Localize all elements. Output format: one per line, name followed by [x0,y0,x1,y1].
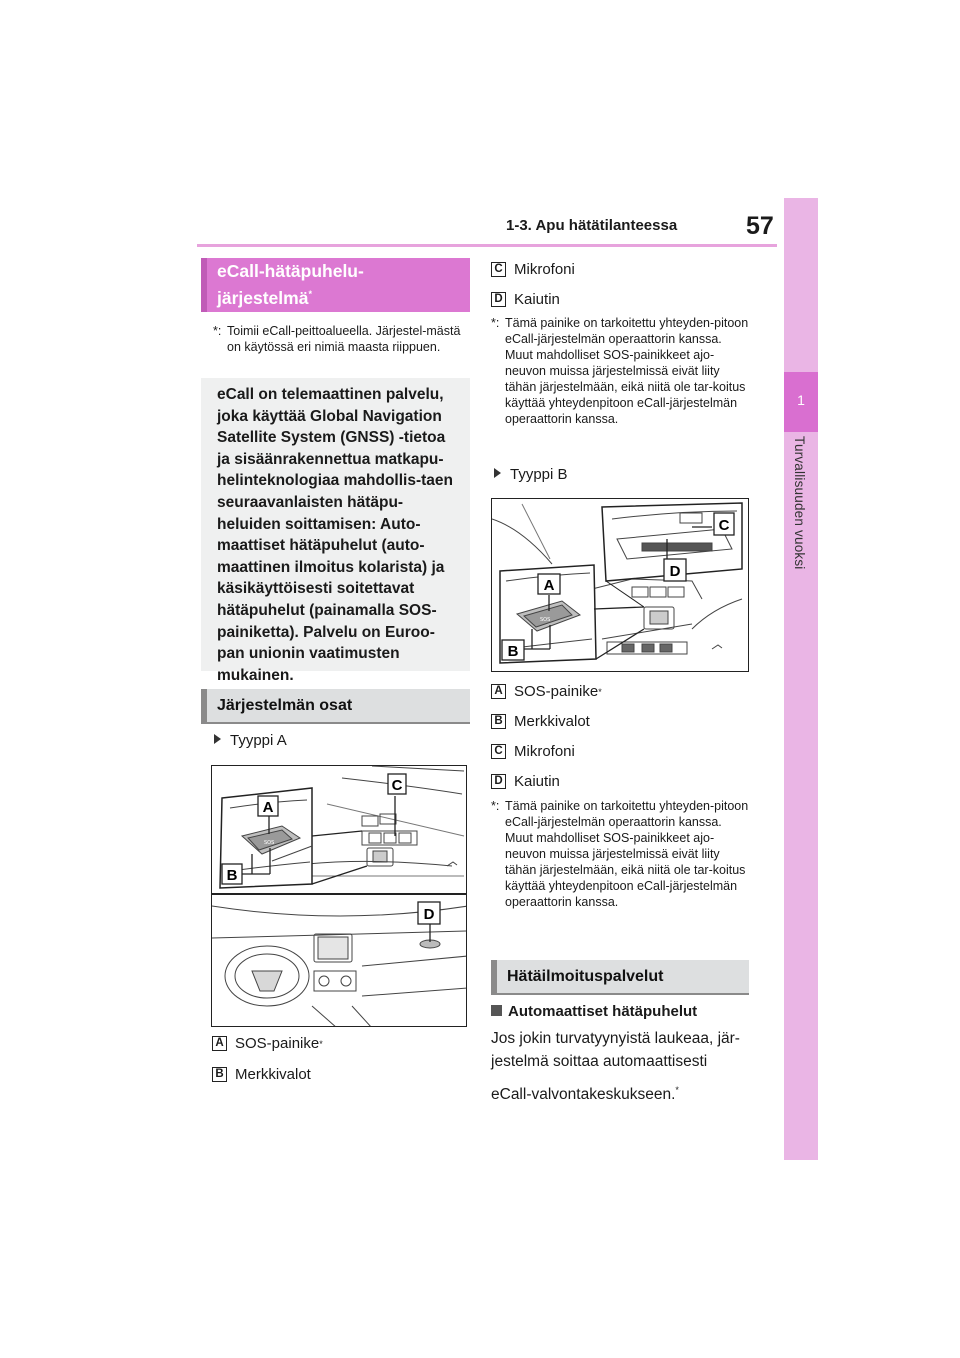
footnote-text-2: Muut mahdolliset SOS-painikkeet ajo-neuvon muissa järjestelmissä eivät liity tähän järjestelmään, eikä niitä ole tar-koitus käyttää yhteydenpitoon eCall-järjestelmän operaattorin kanssa. [505,348,746,426]
footnote-mark: * [598,686,602,697]
footnote-sos-2 [491,798,751,910]
label-b-indicators-b [491,713,590,730]
label-text: Mikrofoni [514,743,575,760]
ecall-title-text [207,260,364,310]
label-d-speaker-b [491,773,560,790]
label-text: Merkkivalot [514,713,590,730]
paragraph-text: Jos jokin turvatyynyistä laukeaa, jär-jestelmä soittaa automaattisesti [491,1030,740,1070]
page-number: 57 [746,212,774,240]
type-b-text: Tyyppi B [510,466,568,483]
type-b-label [494,466,568,483]
footnote-mark: *: [491,799,500,813]
chapter-title: Turvallisuuden vuoksi [792,436,807,570]
footnote-sos-1 [491,315,751,427]
sos-icon: SOS [540,617,551,623]
title-line-1: eCall-hätäpuhelu- [217,261,364,282]
figure-type-b-drawing [492,499,749,672]
callout-b: B [226,867,238,884]
label-c-microphone [491,261,575,278]
letter-box-d: D [491,774,506,789]
footnote-mark: * [319,1038,323,1049]
letter-box-a: A [212,1036,227,1051]
callout-c: C [718,517,730,534]
footnote-text: Toimii eCall-peittoalueella. Järjestel-mästä on käytössä eri nimiä maasta riippuen. [227,324,461,354]
callout-c: C [391,777,403,794]
chapter-number: 1 [797,392,805,408]
title-line-2: järjestelmä [217,287,309,308]
letter-box-a: A [491,684,506,699]
parts-section-title [201,689,470,724]
ecall-section-title [201,258,470,312]
callout-d: D [423,906,435,923]
callout-a: A [262,799,274,816]
footnote-mark: * [675,1085,679,1095]
info-box: eCall on telemaattinen palvelu, joka käyttää Global Navigation Satellite System (GNSS) -tietoa ja sisäänrakennettua matkapu-helinteknologiaa mahdollis-taen seuraavanlaisten hätäpu-heluiden soittamisen: Auto-maattiset hätäpuhelut (auto-maattinen ilmoitus kolarista) ja käsikäyttöisesti soitettavat hätäpuhelut (painamalla SOS-painiketta). Palvelu on Euroo-pan unionin vaatimusten mukainen. [201,378,470,671]
automatic-calls-paragraph [491,1027,756,1106]
letter-box-c: C [491,262,506,277]
triangle-bullet-icon [214,734,221,744]
letter-box-d: D [491,292,506,307]
figure-type-b [491,498,749,672]
label-d-speaker [491,291,560,308]
figure-type-a-drawing [212,766,467,1027]
footnote-mark: *: [213,324,222,338]
letter-box-b: B [491,714,506,729]
services-section-title [491,960,749,995]
chapter-tab [784,198,818,1160]
subhead-text: Automaattiset hätäpuhelut [508,1003,698,1020]
type-a-label [214,732,287,749]
section-header: 1-3. Apu hätätilanteessa [506,217,678,234]
label-a-sos-b [491,683,602,700]
callout-a: A [543,577,555,594]
automatic-calls-subhead [491,1003,697,1020]
footnote-mark: *: [491,316,500,330]
footnote-coverage [213,323,463,355]
label-text: Mikrofoni [514,261,575,278]
footnote-text-2: Muut mahdolliset SOS-painikkeet ajo-neuvon muissa järjestelmissä eivät liity tähän järjestelmään, eikä niitä ole tar-koitus käyttää yhteydenpitoon eCall-järjestelmän operaattorin kanssa. [505,831,746,909]
label-text: SOS-painike [514,683,599,700]
label-text: SOS-painike [235,1035,320,1052]
services-title-text: Hätäilmoituspalvelut [507,967,664,985]
parts-title-text: Järjestelmän osat [217,696,353,714]
footnote-text: Tämä painike on tarkoitettu yhteyden-pitoon eCall-järjestelmän operaattorin kanssa. [505,799,749,829]
label-text: Merkkivalot [235,1066,311,1083]
label-a-sos [212,1035,323,1052]
triangle-bullet-icon [494,468,501,478]
label-text: Kaiutin [514,773,560,790]
label-b-indicators [212,1066,311,1083]
callout-d: D [669,563,681,580]
callout-b: B [507,643,519,660]
square-bullet-icon [491,1005,502,1016]
header-rule [197,244,777,247]
footnote-text: Tämä painike on tarkoitettu yhteyden-pitoon eCall-järjestelmän operaattorin kanssa. [505,316,749,346]
label-c-microphone-b [491,743,575,760]
letter-box-b: B [212,1067,227,1082]
paragraph-text-2: eCall-valvontakeskukseen. [491,1086,676,1104]
type-a-text: Tyyppi A [230,732,287,749]
figure-type-a [211,765,467,1027]
title-footnote-mark: * [308,289,312,300]
letter-box-c: C [491,744,506,759]
sos-icon: SOS [264,840,275,846]
label-text: Kaiutin [514,291,560,308]
